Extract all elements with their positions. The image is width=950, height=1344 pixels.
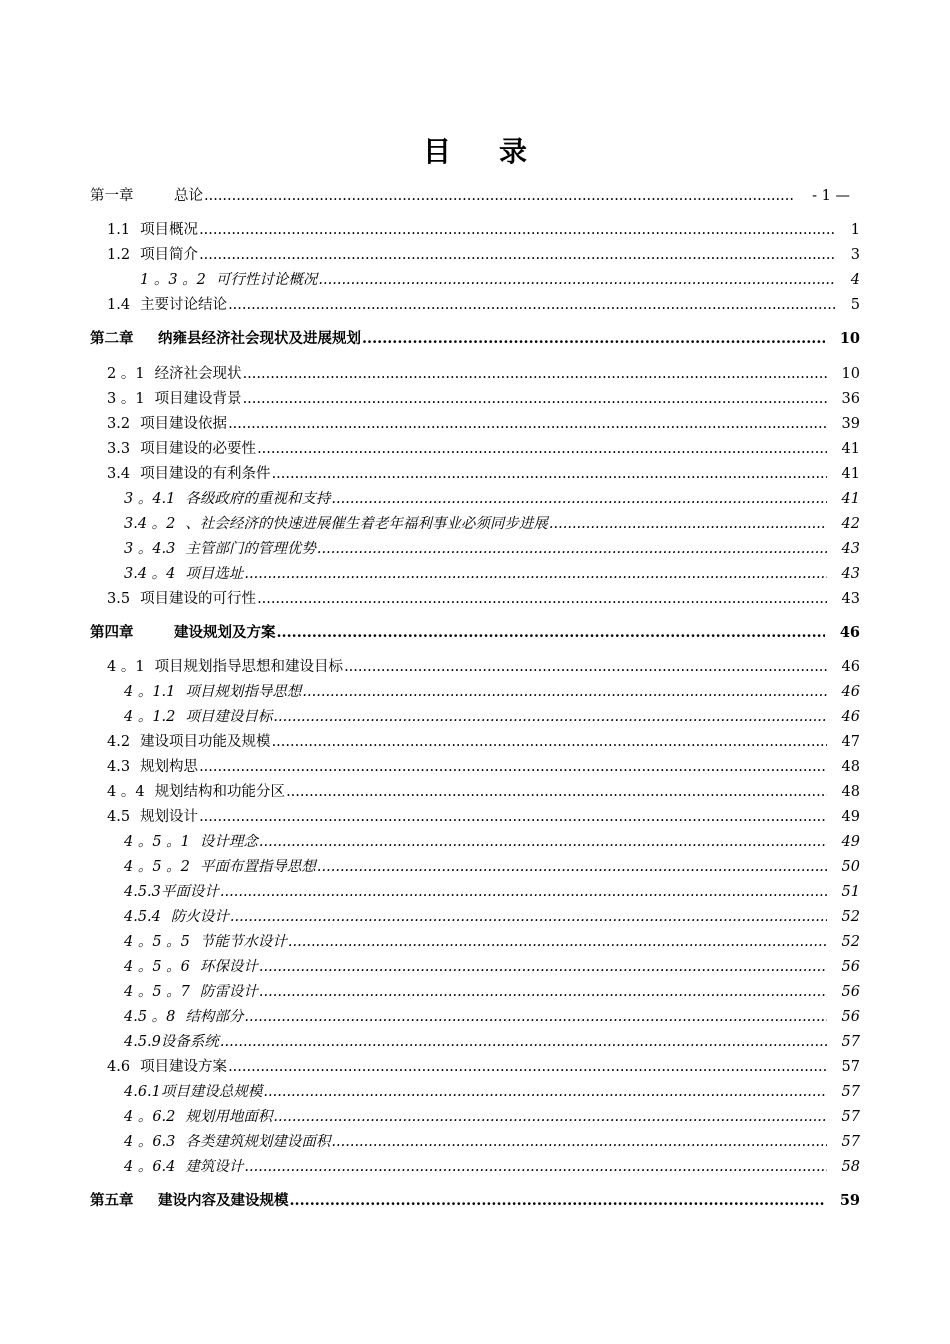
toc-entry[interactable] xyxy=(124,682,860,702)
toc-entry-label xyxy=(107,589,256,609)
toc-entry-number: 1.4 xyxy=(107,297,131,313)
toc-entry-number: 3.4 。4 xyxy=(124,566,176,582)
toc-entry-title: 项目规划指导思想和建设目标 xyxy=(154,659,344,675)
toc-entry[interactable] xyxy=(124,857,860,877)
toc-entry[interactable] xyxy=(90,186,850,206)
toc-entry-title: 节能节水设计 xyxy=(199,934,287,950)
toc-entry[interactable] xyxy=(107,782,860,802)
toc-entry-number: 1.2 xyxy=(107,247,131,263)
toc-entry-title: 主要讨论结论 xyxy=(140,297,228,313)
toc-entry-number: 3.4 。2 xyxy=(124,516,176,532)
toc-entry-label xyxy=(90,186,203,206)
toc-entry-label xyxy=(107,1057,227,1077)
toc-entry-number: 4 。6.4 xyxy=(124,1159,176,1175)
toc-page-number: 57 xyxy=(841,1134,860,1150)
toc-entry[interactable] xyxy=(124,1007,860,1027)
toc-entry-title: 项目简介 xyxy=(140,247,199,263)
toc-entry-number: 4 。4 xyxy=(107,784,145,800)
toc-entry[interactable] xyxy=(107,439,860,459)
toc-leader-dots xyxy=(288,932,827,952)
toc-entry-number: 3.3 xyxy=(107,441,131,457)
toc-leader-dots xyxy=(290,1191,825,1211)
toc-entry-title: 建设规划及方案 xyxy=(174,624,276,641)
toc-entry-number: 4 。5 。1 xyxy=(124,834,190,850)
toc-leader-dots xyxy=(243,364,827,384)
toc-entry[interactable] xyxy=(107,807,860,827)
toc-entry-title: 项目建设依据 xyxy=(140,416,228,432)
toc-leader-dots xyxy=(259,957,827,977)
toc-entry-number: 4 。6.2 xyxy=(124,1109,176,1125)
toc-page-number: 5 xyxy=(850,297,860,313)
toc-leader-dots xyxy=(362,329,825,349)
toc-page-number: 49 xyxy=(841,834,860,850)
toc-page-number: 57 xyxy=(841,1084,860,1100)
toc-entry-label xyxy=(124,1007,243,1027)
toc-entry-label xyxy=(124,539,316,559)
toc-entry-title: 设备系统 xyxy=(160,1034,219,1050)
toc-page-number: 4 xyxy=(850,272,860,288)
toc-entry[interactable] xyxy=(124,882,860,902)
toc-leader-dots xyxy=(199,807,826,827)
toc-entry-number: 4.2 xyxy=(107,734,131,750)
toc-entry[interactable] xyxy=(107,589,860,609)
toc-entry-title: 总论 xyxy=(174,188,203,204)
toc-entry-label xyxy=(124,932,287,952)
toc-entry-title: 各类建筑规划建设面积 xyxy=(185,1134,331,1150)
toc-entry-title: 环保设计 xyxy=(199,959,258,975)
toc-entry-title: 规划结构和功能分区 xyxy=(154,784,286,800)
toc-entry-label xyxy=(107,757,198,777)
toc-leader-dots xyxy=(220,1032,827,1052)
toc-entry-title: 可行性讨论概况 xyxy=(215,272,318,288)
toc-entry-label xyxy=(124,1082,262,1102)
toc-entry[interactable] xyxy=(124,907,860,927)
toc-entry-label xyxy=(124,682,301,702)
toc-entry-title: 建设项目功能及规模 xyxy=(140,734,271,750)
toc-entry-title: 项目建设的必要性 xyxy=(140,441,257,457)
toc-entry-label xyxy=(140,270,317,290)
toc-entry[interactable] xyxy=(107,389,860,409)
toc-page-number: 52 xyxy=(841,909,860,925)
toc-leader-dots xyxy=(331,489,826,509)
toc-entry[interactable] xyxy=(124,932,860,952)
toc-page-number: 41 xyxy=(841,491,860,507)
toc-page-number: 43 xyxy=(841,591,860,607)
toc-leader-dots xyxy=(220,882,827,902)
toc-entry[interactable] xyxy=(124,1132,860,1152)
toc-page-number: 50 xyxy=(841,859,860,875)
toc-leader-dots xyxy=(244,1157,826,1177)
toc-entry-number: 4.5.4 xyxy=(124,909,161,925)
toc-entry-label xyxy=(124,957,258,977)
toc-entry-number: 3.5 xyxy=(107,591,131,607)
toc-page-number: 46 xyxy=(841,659,860,675)
toc-page-number: 57 xyxy=(841,1034,860,1050)
toc-entry-number: 4.6 xyxy=(107,1059,131,1075)
toc-entry[interactable] xyxy=(107,464,860,484)
toc-entry-title: 主管部门的管理优势 xyxy=(185,541,316,557)
toc-leader-dots xyxy=(549,514,827,534)
toc-page-number: 48 xyxy=(841,784,860,800)
toc-entry-label xyxy=(124,564,243,584)
toc-entry-label xyxy=(124,1032,219,1052)
toc-entry-title: 规划设计 xyxy=(140,809,199,825)
toc-entry[interactable] xyxy=(124,832,860,852)
toc-entry-number: 1 。3 。2 xyxy=(140,272,206,288)
toc-entry-number: 4 。5 。6 xyxy=(124,959,190,975)
toc-leader-dots xyxy=(228,414,826,434)
toc-page-number: 48 xyxy=(841,759,860,775)
toc-entry-label xyxy=(124,1157,243,1177)
toc-page-number: 36 xyxy=(841,391,860,407)
toc-leader-dots xyxy=(257,589,826,609)
toc-page-number: 46 xyxy=(841,709,860,725)
toc-entry[interactable] xyxy=(124,1082,860,1102)
toc-entry-label xyxy=(107,295,227,315)
toc-entry-label xyxy=(107,464,271,484)
toc-leader-dots xyxy=(259,832,827,852)
toc-entry-number: 4 。5 。7 xyxy=(124,984,190,1000)
toc-entry-title: 经济社会现状 xyxy=(154,366,242,382)
toc-entry-label xyxy=(124,514,548,534)
toc-entry-number: 4 。5 。2 xyxy=(124,859,190,875)
toc-entry-number: 3.4 xyxy=(107,466,131,482)
toc-entry-label xyxy=(107,414,227,434)
toc-leader-dots xyxy=(272,464,827,484)
toc-entry-title: 平面设计 xyxy=(160,884,219,900)
toc-page-number: 56 xyxy=(841,984,860,1000)
toc-leader-dots xyxy=(273,1107,826,1127)
toc-leader-dots xyxy=(344,657,826,677)
toc-leader-dots xyxy=(317,539,827,559)
toc-leader-dots xyxy=(244,564,826,584)
toc-entry-title: 项目建设背景 xyxy=(154,391,242,407)
toc-page-number: - 1 — xyxy=(812,188,850,204)
toc-page-number: 52 xyxy=(841,934,860,950)
toc-entry[interactable] xyxy=(90,1191,860,1211)
toc-entry-label xyxy=(107,220,198,240)
toc-entry-title: 项目建设总规模 xyxy=(160,1084,263,1100)
toc-page-number: 43 xyxy=(841,566,860,582)
toc-entry[interactable] xyxy=(124,1107,860,1127)
toc-leader-dots xyxy=(204,186,793,206)
toc-leader-dots xyxy=(199,220,836,240)
toc-entry-title: 平面布置指导思想 xyxy=(199,859,316,875)
toc-entry-label xyxy=(107,657,343,677)
toc-page-number: 56 xyxy=(841,1009,860,1025)
toc-entry[interactable] xyxy=(107,657,860,677)
toc-entry-title: 项目规划指导思想 xyxy=(185,684,302,700)
title-char-1: 目 xyxy=(422,135,451,168)
toc-entry-title: 各级政府的重视和支持 xyxy=(185,491,331,507)
toc-leader-dots xyxy=(199,757,826,777)
toc-entry-label xyxy=(124,857,316,877)
toc-entry[interactable] xyxy=(107,295,860,315)
toc-entry[interactable] xyxy=(124,489,860,509)
toc-entry-title: 建设内容及建设规模 xyxy=(158,1192,289,1209)
toc-entry-label xyxy=(124,982,258,1002)
toc-entry-title: 项目概况 xyxy=(140,222,199,238)
toc-entry-number: 4 。6.3 xyxy=(124,1134,176,1150)
toc-entry[interactable] xyxy=(140,270,860,290)
toc-leader-dots xyxy=(317,857,827,877)
title-char-2: 录 xyxy=(499,135,528,168)
toc-entry[interactable] xyxy=(107,245,860,265)
toc-leader-dots xyxy=(244,1007,826,1027)
toc-entry-number: 4 。5 。5 xyxy=(124,934,190,950)
toc-entry-number: 4.5.9 xyxy=(124,1034,161,1050)
toc-page-number: 49 xyxy=(841,809,860,825)
toc-page-number: 57 xyxy=(841,1059,860,1075)
toc-entry-label xyxy=(124,707,272,727)
toc-entry-label xyxy=(107,782,285,802)
toc-leader-dots xyxy=(286,782,826,802)
toc-entry-label xyxy=(124,907,229,927)
toc-page-number: 58 xyxy=(841,1159,860,1175)
toc-entry-number: 3 。1 xyxy=(107,391,145,407)
toc-entry[interactable] xyxy=(90,623,860,643)
toc-entry-number: 第五章 xyxy=(90,1192,134,1209)
toc-entry-number: 4.5.3 xyxy=(124,884,161,900)
toc-entry-label xyxy=(124,489,330,509)
toc-entry-number: 1.1 xyxy=(107,222,131,238)
toc-page-number: 10 xyxy=(841,366,860,382)
toc-page-number: 10 xyxy=(839,330,860,347)
toc-entry-label xyxy=(90,1191,289,1211)
toc-entry-number: 4 。1.1 xyxy=(124,684,176,700)
toc-leader-dots xyxy=(257,439,826,459)
toc-leader-dots xyxy=(263,1082,826,1102)
toc-entry-number: 第二章 xyxy=(90,330,134,347)
toc-entry-number: 4.5 。8 xyxy=(124,1009,176,1025)
toc-page-number: 3 xyxy=(850,247,860,263)
toc-page-number: 46 xyxy=(839,624,860,641)
toc-leader-dots xyxy=(331,1132,826,1152)
toc-entry-label xyxy=(124,882,219,902)
toc-entry-number: 3.2 xyxy=(107,416,131,432)
toc-entry-title: 、社会经济的快速进展催生着老年福利事业必须同步进展 xyxy=(185,516,548,532)
toc-leader-dots xyxy=(277,623,825,643)
toc-entry-label xyxy=(124,832,258,852)
toc-leader-dots xyxy=(318,270,835,290)
toc-entry-title: 规划用地面积 xyxy=(185,1109,273,1125)
toc-entry-number: 第一章 xyxy=(90,188,134,204)
toc-entry-title: 纳雍县经济社会现状及进展规划 xyxy=(158,330,361,347)
toc-leader-dots xyxy=(272,732,827,752)
page-title xyxy=(0,130,950,170)
toc-entry[interactable] xyxy=(124,539,860,559)
toc-entry-label xyxy=(124,1132,330,1152)
toc-entry[interactable] xyxy=(107,220,860,240)
toc-entry-number: 4.3 xyxy=(107,759,131,775)
toc-entry[interactable] xyxy=(124,514,860,534)
toc-leader-dots xyxy=(273,707,826,727)
toc-entry-label xyxy=(107,245,198,265)
toc-page-number: 57 xyxy=(841,1109,860,1125)
toc-page-number: 51 xyxy=(841,884,860,900)
toc-entry-label xyxy=(90,623,276,643)
toc-entry-label xyxy=(107,439,256,459)
toc-entry-label xyxy=(107,389,242,409)
toc-entry-number: 4.5 xyxy=(107,809,131,825)
toc-leader-dots xyxy=(243,389,827,409)
toc-entry-number: 3 。4.3 xyxy=(124,541,176,557)
toc-leader-dots xyxy=(259,982,827,1002)
toc-entry-title: 项目选址 xyxy=(185,566,244,582)
toc-page-number: 56 xyxy=(841,959,860,975)
toc-entry-title: 项目建设的有利条件 xyxy=(140,466,271,482)
toc-entry[interactable] xyxy=(124,1032,860,1052)
toc-entry-number: 4 。1 xyxy=(107,659,145,675)
toc-leader-dots xyxy=(228,1057,826,1077)
toc-entry[interactable] xyxy=(107,757,860,777)
toc-entry-number: 2 。1 xyxy=(107,366,145,382)
toc-entry[interactable] xyxy=(124,707,860,727)
toc-entry-label xyxy=(107,807,198,827)
toc-page-number: 39 xyxy=(841,416,860,432)
toc-entry[interactable] xyxy=(107,1057,860,1077)
toc-entry-title: 项目建设目标 xyxy=(185,709,273,725)
toc-entry[interactable] xyxy=(107,364,860,384)
toc-entry-number: 4 。1.2 xyxy=(124,709,176,725)
toc-entry[interactable] xyxy=(124,982,860,1002)
toc-page-number: 42 xyxy=(841,516,860,532)
toc-entry[interactable] xyxy=(124,957,860,977)
toc-entry-label xyxy=(124,1107,272,1127)
toc-entry-title: 规划构思 xyxy=(140,759,199,775)
toc-entry-label xyxy=(107,732,271,752)
toc-entry-number: 4.6.1 xyxy=(124,1084,161,1100)
toc-entry-title: 设计理念 xyxy=(199,834,258,850)
toc-entry[interactable] xyxy=(124,1157,860,1177)
toc-page-number: 46 xyxy=(841,684,860,700)
toc-entry-title: 防雷设计 xyxy=(199,984,258,1000)
toc-entry-title: 防火设计 xyxy=(170,909,229,925)
toc-entry-title: 结构部分 xyxy=(185,1009,244,1025)
toc-page-number: 1 xyxy=(850,222,860,238)
toc-entry-number: 3 。4.1 xyxy=(124,491,176,507)
toc-page-number: 47 xyxy=(841,734,860,750)
toc-entry[interactable] xyxy=(107,414,860,434)
toc-leader-dots xyxy=(199,245,836,265)
toc-leader-dots xyxy=(302,682,826,702)
toc-page-number: 41 xyxy=(841,466,860,482)
toc-entry[interactable] xyxy=(124,564,860,584)
toc-entry-title: 项目建设的可行性 xyxy=(140,591,257,607)
toc-page-number: 43 xyxy=(841,541,860,557)
toc-entry-title: 项目建设方案 xyxy=(140,1059,228,1075)
toc-page-number: 41 xyxy=(841,441,860,457)
toc-entry[interactable] xyxy=(107,732,860,752)
toc-entry-label xyxy=(90,329,361,349)
toc-leader-dots xyxy=(228,295,836,315)
toc-entry-label xyxy=(107,364,242,384)
toc-leader-dots xyxy=(230,907,827,927)
toc-entry-title: 建筑设计 xyxy=(185,1159,244,1175)
toc-entry-number: 第四章 xyxy=(90,624,134,641)
toc-page-number: 59 xyxy=(839,1192,860,1209)
toc-entry[interactable] xyxy=(90,329,860,349)
